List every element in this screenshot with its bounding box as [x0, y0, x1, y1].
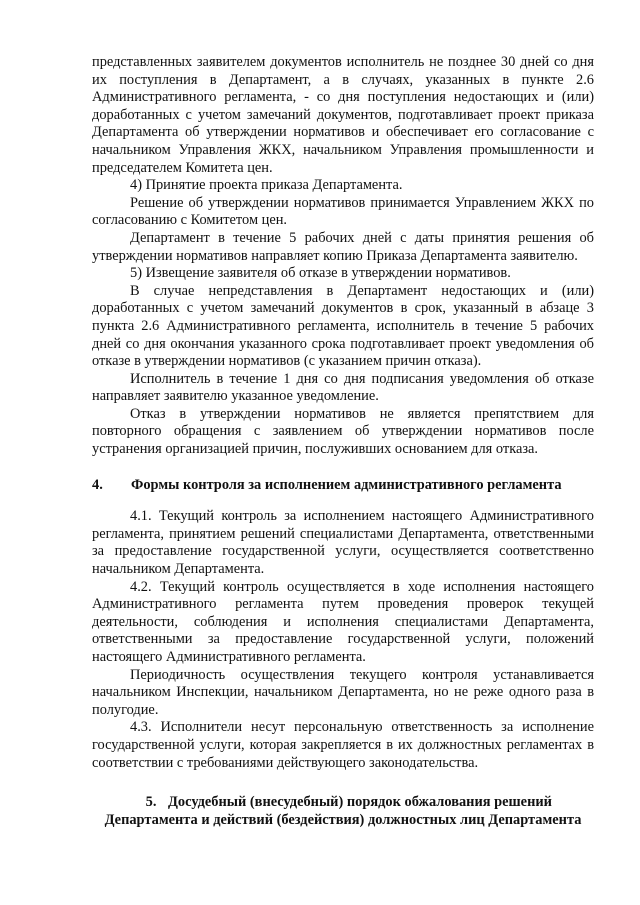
section-4-heading [92, 477, 594, 495]
paragraph: Департамент в течение 5 рабочих дней с даты принятия решения об утверждении нормативов направляет копию Приказа Департамента заявителю. [92, 229, 594, 264]
paragraph: В случае непредставления в Департамент недостающих и (или) доработанных с учетом замечаний документов в срок, указанный в абзаце 3 пункта 2.6 Административного регламента, исполнитель в течение 5 рабочих дней со дня окончания указанного срока подготавливает проект уведомления об отказе в утверждении нормативов (с указанием причин отказа). [92, 282, 594, 370]
section-title-line-2: Департамента и действий (бездействия) должностных лиц Департамента [104, 811, 582, 828]
document-page [92, 54, 594, 829]
section-number: 4. [92, 476, 103, 493]
section-5-heading [92, 794, 594, 829]
paragraph: Периодичность осуществления текущего контроля устанавливается начальником Инспекции, начальником Департамента, но не реже одного раза в полугодие. [92, 666, 594, 718]
paragraph-4-3: 4.3. Исполнители несут персональную ответственность за исполнение государственной услуги, которая закрепляется в их должностных регламентах в соответствии с требованиями действующего законодательства. [92, 719, 594, 771]
paragraph-step-5: 5) Извещение заявителя об отказе в утверждении нормативов. [130, 265, 511, 282]
paragraph: Решение об утверждении нормативов принимается Управлением ЖКХ по согласованию с Комитетом цен. [92, 194, 594, 229]
paragraph-4-2: 4.2. Текущий контроль осуществляется в ходе исполнения настоящего Административного регламента путем проведения проверок текущей деятельности, соблюдения и исполнения специалистами Департамента, ответственными за предоставление государственной услуги, положений настоящего Административного регламента. [92, 578, 594, 665]
section-number: 5. [145, 794, 157, 811]
paragraph-4-1: 4.1. Текущий контроль за исполнением настоящего Административного регламента, принятием решений специалистами Департамента, ответственными за предоставление государственной услуги, осуществляется соответственно начальником Департамента. [92, 508, 594, 578]
paragraph-step-4: 4) Принятие проекта приказа Департамента. [130, 177, 403, 194]
paragraph: представленных заявителем документов исполнитель не позднее 30 дней со дня их поступления в Департамент, а в случаях, указанных в пункте 2.6 Административного регламента, - со дня поступления недостающих и (или) доработанных с учетом замечаний документов, подготавливает проект приказа Департамента об утверждении нормативов и обеспечивает его согласование с начальником Управления ЖКХ, начальником Управления промышленности и председателем Комитета цен. [92, 54, 594, 176]
paragraph: Исполнитель в течение 1 дня со дня подписания уведомления об отказе направляет заявителю указанное уведомление. [92, 370, 594, 405]
paragraph: Отказ в утверждении нормативов не является препятствием для повторного обращения с заявлением об утверждении нормативов после устранения организацией причин, послуживших основанием для отказа. [92, 405, 594, 458]
section-title: Формы контроля за исполнением административного регламента [131, 476, 562, 493]
section-title-line-1: Досудебный (внесудебный) порядок обжалования решений [168, 794, 552, 811]
